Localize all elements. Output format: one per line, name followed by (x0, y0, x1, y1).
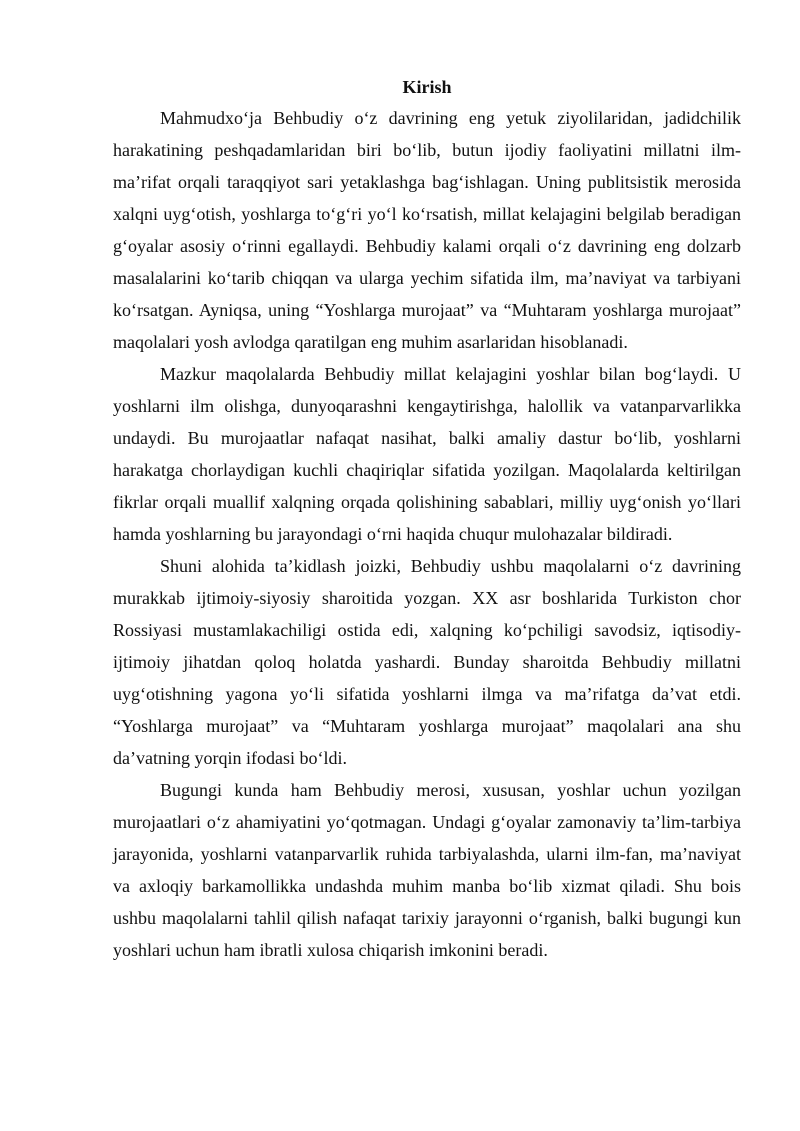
document-page (113, 74, 741, 966)
paragraph-3: Shuni alohida ta’kidlash joizki, Behbudiy ushbu maqolalarni o‘z davrining murakkab ijtimoiy-siyosiy sharoitida yozgan. XX asr boshlarida Turkiston chor Rossiyasi mustamlakachiligi ostida edi, xalqning ko‘pchiligi savodsiz, iqtisodiy-ijtimoiy jihatdan qoloq holatda yashardi. Bunday sharoitda Behbudiy millatni uyg‘otishning yagona yo‘li sifatida yoshlarni ilmga va ma’rifatga da’vat etdi. “Yoshlarga murojaat” va “Muhtaram yoshlarga murojaat” maqolalari ana shu da’vatning yorqin ifodasi bo‘ldi. (113, 556, 741, 768)
paragraph-1: Mahmudxo‘ja Behbudiy o‘z davrining eng yetuk ziyolilaridan, jadidchilik harakatining peshqadamlaridan biri bo‘lib, butun ijodiy faoliyatini millatni ilm-ma’rifat orqali taraqqiyot sari yetaklashga bag‘ishlagan. Uning publitsistik merosida xalqni uyg‘otish, yoshlarga to‘g‘ri yo‘l ko‘rsatish, millat kelajagini belgilab beradigan g‘oyalar asosiy o‘rinni egallaydi. Behbudiy kalami orqali o‘z davrining eng dolzarb masalalarini ko‘tarib chiqqan va ularga yechim sifatida ilm, ma’naviyat va tarbiyani ko‘rsatgan. Ayniqsa, uning “Yoshlarga murojaat” va “Muhtaram yoshlarga murojaat” maqolalari yosh avlodga qaratilgan eng muhim asarlaridan hisoblanadi. (113, 108, 741, 352)
paragraph-2: Mazkur maqolalarda Behbudiy millat kelajagini yoshlar bilan bog‘laydi. U yoshlarni ilm olishga, dunyoqarashni kengaytirishga, halollik va vatanparvarlikka undaydi. Bu murojaatlar nafaqat nasihat, balki amaliy dastur bo‘lib, yoshlarni harakatga chorlaydigan kuchli chaqiriqlar sifatida yozilgan. Maqolalarda keltirilgan fikrlar orqali muallif xalqning orqada qolishining sabablari, milliy uyg‘onish yo‘llari hamda yoshlarning bu jarayondagi o‘rni haqida chuqur mulohazalar bildiradi. (113, 364, 741, 544)
paragraph-4: Bugungi kunda ham Behbudiy merosi, xususan, yoshlar uchun yozilgan murojaatlari o‘z ahamiyatini yo‘qotmagan. Undagi g‘oyalar zamonaviy ta’lim-tarbiya jarayonida, yoshlarni vatanparvarlik ruhida tarbiyalashda, ularni ilm-fan, ma’naviyat va axloqiy barkamollikka undashda muhim manba bo‘lib xizmat qiladi. Shu bois ushbu maqolalarni tahlil qilish nafaqat tarixiy jarayonni o‘rganish, balki bugungi kun yoshlari uchun ham ibratli xulosa chiqarish imkonini beradi. (113, 780, 741, 960)
page-title: Kirish (402, 77, 452, 97)
